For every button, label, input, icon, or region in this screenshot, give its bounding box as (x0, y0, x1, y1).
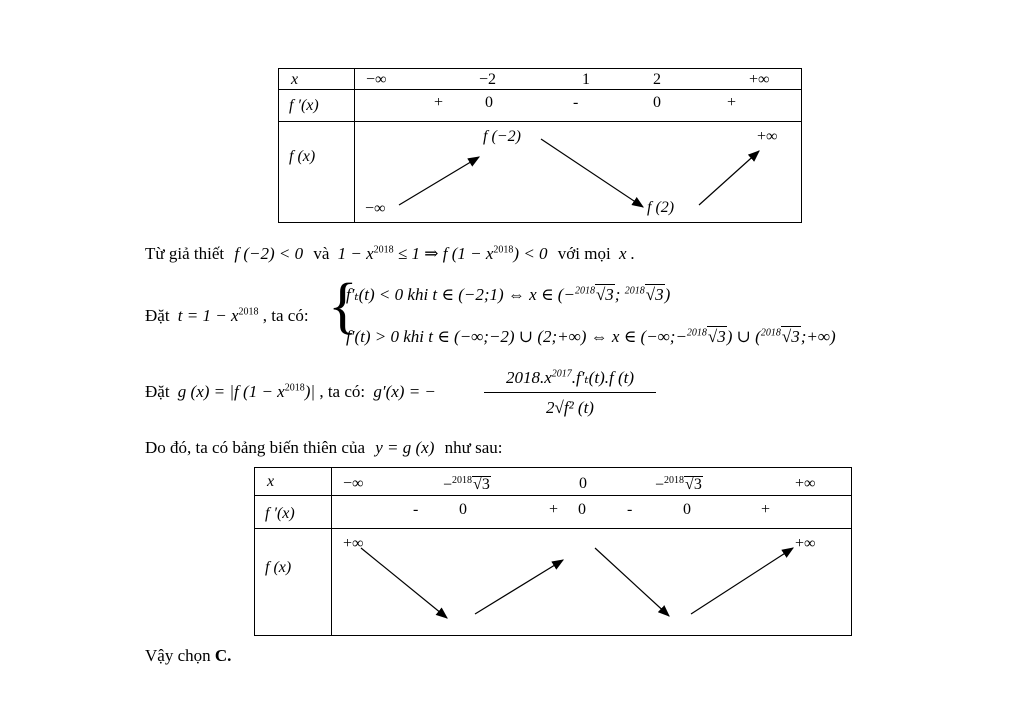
hypothesis-expr-3: ≤ 1 ⇒ f (1 − x (393, 244, 494, 263)
radicand: 3 (605, 285, 614, 304)
f-value-left: +∞ (343, 535, 364, 552)
numerator-text: 2018.x (506, 368, 552, 387)
sign: 0 (578, 501, 586, 518)
substitution-line (145, 306, 309, 326)
radicand: 3 (693, 476, 702, 494)
hypothesis-and: và (313, 244, 330, 263)
sign: - (413, 501, 419, 518)
exponent: 2018 (284, 382, 305, 394)
root-index: 2018 (664, 475, 685, 486)
increasing-arrow (399, 157, 479, 205)
row-label-fprime: f ′(x) (265, 505, 295, 522)
x-value: −∞ (343, 475, 364, 492)
exponent: 2018 (373, 244, 394, 256)
table-intro-text: Do đó, ta có bảng biến thiên của (145, 438, 365, 457)
x-value: +∞ (749, 71, 770, 88)
x-value: 2 (653, 71, 661, 88)
hypothesis-prefix: Từ giả thiết (145, 244, 225, 263)
minus: − (655, 476, 665, 494)
root-index: 2018 (452, 475, 473, 486)
row-label-f: f (x) (289, 148, 316, 165)
fraction-numerator (480, 368, 660, 388)
substitution-def: t = 1 − x (177, 306, 239, 325)
union: ) ∪ ( (726, 327, 761, 346)
x-value: 1 (582, 71, 590, 88)
root-index: 2018 (686, 327, 707, 339)
root: √3 (781, 327, 800, 346)
paren: ) (664, 285, 671, 304)
increasing-arrow (691, 548, 793, 614)
variation-table-f (278, 68, 802, 223)
decreasing-arrow (595, 548, 669, 616)
root: √3 (645, 285, 664, 304)
radicand: 3 (481, 476, 490, 494)
f-value-right: +∞ (795, 535, 816, 552)
sign: + (761, 501, 771, 518)
radicand: 3 (791, 327, 800, 346)
row-label-x: x (291, 71, 299, 88)
sign: + (549, 501, 559, 518)
root: √3 (707, 327, 726, 346)
conclusion-text: Vậy chọn (145, 646, 211, 665)
row-label-fprime: f ′(x) (289, 97, 319, 114)
x-value: 0 (579, 475, 587, 492)
sign: 0 (485, 94, 493, 111)
root-index: 2018 (574, 285, 595, 297)
derivative-line (145, 382, 436, 402)
cases-brace: { (328, 272, 358, 340)
f-value-left: −∞ (365, 200, 386, 217)
conclusion-line (145, 646, 231, 666)
g-prime-lhs: g′(x) = − (373, 382, 436, 401)
hypothesis-var: x . (618, 244, 636, 263)
x-value: +∞ (795, 475, 816, 492)
table-intro-expr: y = g (x) (375, 438, 435, 457)
g-definition-end: )| (304, 382, 316, 401)
fraction-denominator: 2√f² (t) (546, 398, 594, 417)
f-value-right: +∞ (757, 128, 778, 145)
case-2 (346, 326, 836, 347)
fraction-bar (484, 392, 656, 393)
sign: 0 (653, 94, 661, 111)
row-label-x: x (267, 473, 275, 490)
increasing-arrow (475, 560, 563, 614)
separator: ; (614, 285, 625, 304)
case-1 (346, 284, 670, 305)
exponent: 2018 (493, 244, 514, 256)
derivative-prefix: Đặt (145, 382, 170, 401)
sign: 0 (683, 501, 691, 518)
variation-arrows (279, 69, 803, 224)
sign: + (434, 94, 444, 111)
sign: - (573, 94, 579, 111)
increasing-arrow (699, 151, 759, 205)
radicand: 3 (717, 327, 726, 346)
f-value-valley: f (2) (647, 199, 675, 216)
sign: - (627, 501, 633, 518)
hypothesis-expr-2: 1 − x (337, 244, 374, 263)
g-definition: g (x) = |f (1 − x (177, 382, 285, 401)
root-index: 2018 (760, 327, 781, 339)
hypothesis-suffix: với mọi (557, 244, 611, 263)
radicand: 3 (655, 285, 664, 304)
table-intro-line (145, 438, 503, 458)
table-intro-suffix: như sau: (444, 438, 503, 457)
exponent: 2018 (238, 306, 259, 318)
exponent: 2017 (551, 368, 572, 380)
root-index: 2018 (624, 285, 645, 297)
minus: − (443, 476, 453, 494)
substitution-taco: , ta có: (262, 306, 309, 325)
root: √3 (473, 476, 490, 494)
hypothesis-expr-4: ) < 0 (513, 244, 548, 263)
f-value-peak: f (−2) (483, 128, 521, 145)
decreasing-arrow (361, 548, 447, 618)
case-2-text: f′(t) > 0 khi t ∈ (−∞;−2) ∪ (2;+∞) ⇔ x ∈ (−∞;− (346, 327, 687, 346)
hypothesis-line (145, 244, 635, 264)
variation-arrows (255, 468, 853, 637)
derivative-taco: , ta có: (319, 382, 366, 401)
x-value: −2 (479, 71, 497, 88)
substitution-prefix: Đặt (145, 306, 170, 325)
answer: C. (214, 646, 232, 665)
row-label-f: f (x) (265, 559, 292, 576)
hypothesis-expr-1: f (−2) < 0 (234, 244, 304, 263)
sign: 0 (459, 501, 467, 518)
paren: ;+∞) (800, 327, 836, 346)
case-1-text: f′ₜ(t) < 0 khi t ∈ (−2;1) ⇔ x ∈ (− (346, 285, 575, 304)
numerator-end: .f′ₜ(t).f (t) (571, 368, 634, 387)
root: √3 (595, 285, 614, 304)
x-value: −∞ (366, 71, 387, 88)
root: √3 (685, 476, 702, 494)
variation-table-g (254, 467, 852, 636)
decreasing-arrow (541, 139, 643, 207)
sign: + (727, 94, 737, 111)
